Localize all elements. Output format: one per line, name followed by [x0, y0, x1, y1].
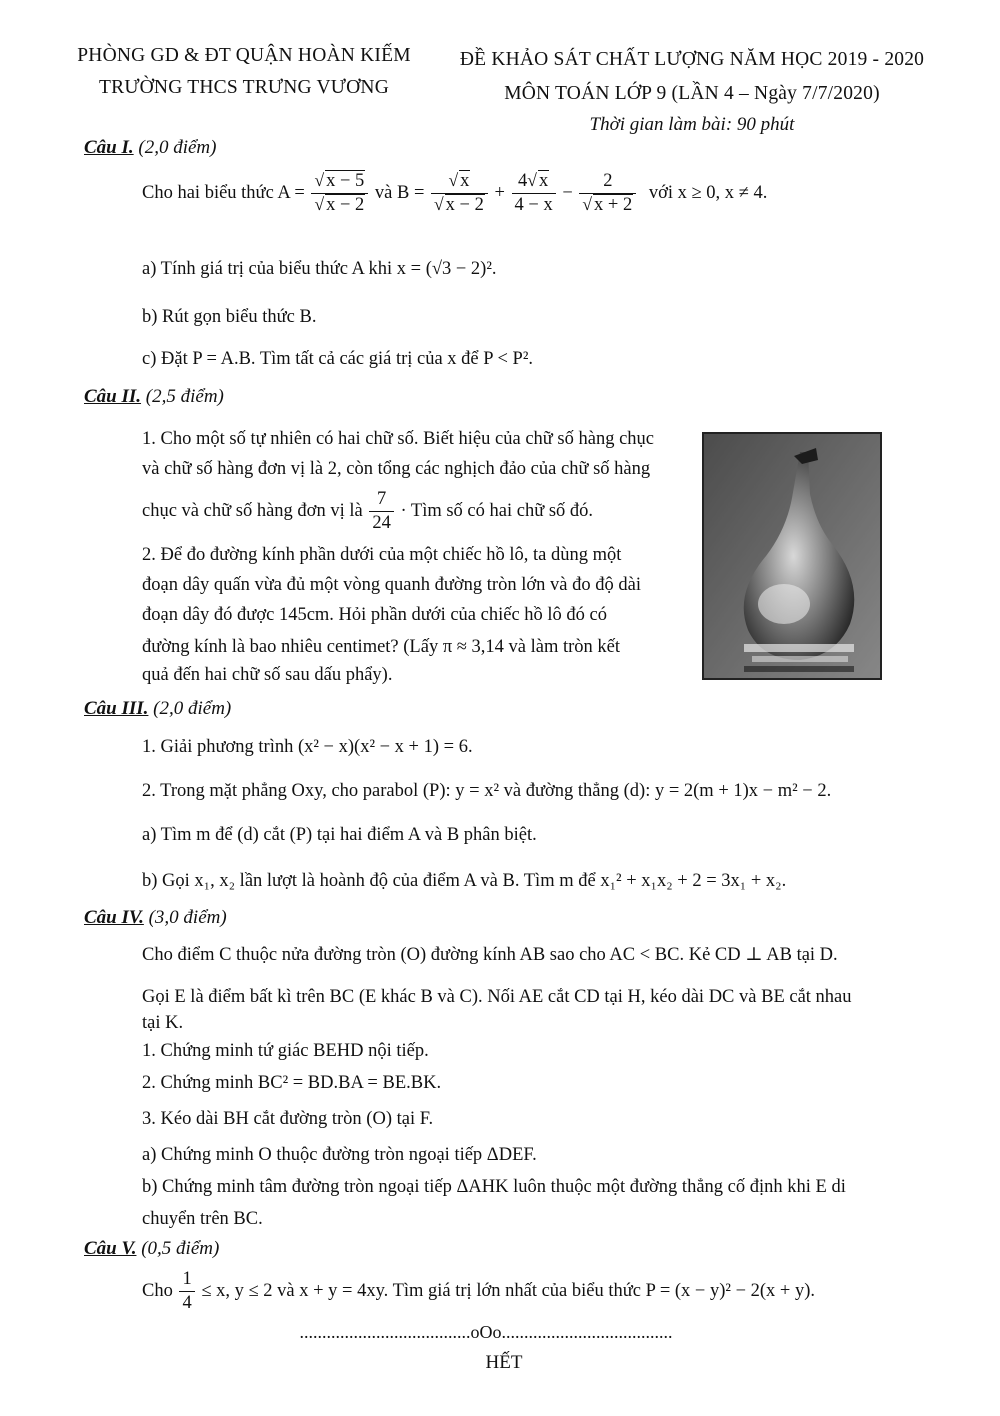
q2-text-before-fraction: chục và chữ số hàng đơn vị là: [142, 500, 363, 521]
expr-a-numerator: x − 5: [326, 171, 365, 191]
question-3-part-2b: b) Gọi x₁, x₂ lần lượt là hoành độ của điểm A và B. Tìm m để x₁² + x₁x₂ + 2 = 3x₁ + x₂.: [142, 871, 787, 891]
q2-text-after-fraction: · Tìm số có hai chữ số đó.: [400, 500, 594, 521]
question-4-line-1: Cho điểm C thuộc nửa đường tròn (O) đường kính AB sao cho AC < BC. Kẻ CD ⊥ AB tại D.: [142, 945, 838, 965]
question-2-part-2-line-3: đoạn dây đó được 145cm. Hỏi phần dưới của chiếc hồ lô đó có: [142, 605, 608, 625]
question-2-points: (2,5 điểm): [145, 386, 224, 407]
expr-a-fraction: $\frac{√ x - 5}{√ x - 2}$: [311, 170, 368, 217]
expr-b-label: B =: [396, 182, 425, 203]
question-2-title: Câu II.: [84, 386, 142, 407]
q1-intro: Cho hai biểu thức: [142, 182, 274, 203]
question-4-line-3: tại K.: [142, 1013, 184, 1033]
exam-title: ĐỀ KHẢO SÁT CHẤT LƯỢNG NĂM HỌC 2019 - 2020: [459, 49, 925, 70]
question-3-title: Câu III.: [84, 698, 149, 719]
question-4-item-3a: a) Chứng minh O thuộc đường tròn ngoại tiếp ΔDEF.: [142, 1145, 537, 1165]
question-3-part-2: 2. Trong mặt phẳng Oxy, cho parabol (P): y = x² và đường thẳng (d): y = 2(m + 1)x − m² − 2.: [142, 781, 832, 801]
gourd-photo: [702, 432, 882, 680]
question-2-part-2-line-4: đường kính là bao nhiêu centimet? (Lấy π ≈ 3,14 và làm tròn kết: [142, 637, 621, 657]
question-2-part-1-line-2: và chữ số hàng đơn vị là 2, còn tổng các nghịch đảo của chữ số hàng: [142, 459, 651, 479]
q5-fraction-denominator: 4: [182, 1293, 192, 1314]
end-mark: HẾT: [485, 1352, 523, 1373]
expr-b-term-2-radicand: x: [538, 171, 549, 191]
question-1-part-b: b) Rút gọn biểu thức B.: [142, 307, 317, 327]
question-1-points: (2,0 điểm): [138, 137, 217, 158]
question-4-item-3: 3. Kéo dài BH cắt đường tròn (O) tại F.: [142, 1109, 434, 1129]
question-3-part-1: 1. Giải phương trình (x² − x)(x² − x + 1) = 6.: [142, 737, 473, 757]
expr-b-term-2-coefficient: 4: [518, 171, 528, 191]
expr-b-term-3-numerator: 2: [579, 170, 636, 194]
q5-text-after-fraction: ≤ x, y ≤ 2 và x + y = 4xy. Tìm giá trị lớn nhất của biểu thức P = (x − y)² − 2(x + y).: [201, 1280, 816, 1301]
question-1-heading: [84, 137, 216, 160]
end-separator: ......................................oOo......................................: [299, 1322, 673, 1342]
question-2-part-2-line-2: đoạn dây quấn vừa đủ một vòng quanh đường tròn lớn và đo độ dài: [142, 575, 641, 595]
gourd-photo-image: [704, 434, 880, 678]
domain-condition: với x ≥ 0, x ≠ 4.: [648, 182, 768, 203]
question-4-line-2: Gọi E là điểm bất kì trên BC (E khác B và C). Nối AE cắt CD tại H, kéo dài DC và BE cắt nhau: [142, 987, 852, 1007]
question-2-part-2-line-5: quả đến hai chữ số sau dấu phẩy).: [142, 665, 393, 685]
school-name: TRƯỜNG THCS TRƯNG VƯƠNG: [99, 77, 389, 98]
plus-sign: +: [494, 182, 505, 203]
expr-a-denominator: x − 2: [326, 195, 365, 216]
expr-b-term-1: $\frac{√ x}{√ x - 2}$: [431, 170, 488, 217]
expr-a-label: A =: [277, 182, 305, 203]
q2-fraction-numerator: 7: [369, 488, 394, 512]
time-limit: Thời gian làm bài: 90 phút: [589, 114, 795, 135]
question-2-part-2-line-1: 2. Để đo đường kính phần dưới của một chiếc hồ lô, ta dùng một: [142, 545, 622, 565]
question-5-statement: [142, 1268, 815, 1315]
question-1-part-a: a) Tính giá trị của biểu thức A khi x = (√3 − 2)².: [142, 259, 497, 279]
question-3-points: (2,0 điểm): [153, 698, 232, 719]
question-2-part-1-line-1: 1. Cho một số tự nhiên có hai chữ số. Biết hiệu của chữ số hàng chục: [142, 429, 655, 449]
question-3-part-2a: a) Tìm m để (d) cắt (P) tại hai điểm A và B phân biệt.: [142, 825, 537, 845]
question-1-title: Câu I.: [84, 137, 134, 158]
expr-b-term-3-denominator: x + 2: [594, 195, 633, 216]
question-2-part-1-line-3: [142, 488, 593, 535]
q5-fraction: [179, 1268, 194, 1315]
expr-b-term-2: $\frac{4√ x}{4 - x}$: [512, 170, 556, 217]
question-1-expressions: [142, 170, 767, 217]
question-4-item-3b: b) Chứng minh tâm đường tròn ngoại tiếp ΔAHK luôn thuộc một đường thẳng cố định khi E di: [142, 1177, 846, 1197]
expr-b-term-3: $\frac{2}{√ x + 2}$: [579, 170, 636, 217]
question-5-heading: [84, 1238, 219, 1261]
expr-b-term-1-numerator: x: [460, 171, 470, 191]
expr-b-term-2-denominator: 4 − x: [514, 195, 553, 216]
question-4-item-3b-continued: chuyển trên BC.: [142, 1209, 263, 1229]
question-4-points: (3,0 điểm): [148, 907, 227, 928]
conjunction-and: và: [374, 182, 393, 203]
q2-fraction-denominator: 24: [372, 513, 391, 534]
question-4-item-2: 2. Chứng minh BC² = BD.BA = BE.BK.: [142, 1073, 442, 1093]
question-5-title: Câu V.: [84, 1238, 137, 1259]
minus-sign: −: [562, 182, 573, 203]
expr-b-term-1-denominator: x − 2: [445, 195, 484, 216]
question-4-title: Câu IV.: [84, 907, 144, 928]
question-2-heading: [84, 386, 224, 409]
question-5-points: (0,5 điểm): [141, 1238, 220, 1259]
department-name: PHÒNG GD & ĐT QUẬN HOÀN KIẾM: [77, 45, 411, 66]
question-3-heading: [84, 698, 231, 721]
question-4-heading: [84, 907, 227, 930]
subject-line: MÔN TOÁN LỚP 9 (LẦN 4 – Ngày 7/7/2020): [504, 83, 880, 104]
question-1-part-c: c) Đặt P = A.B. Tìm tất cả các giá trị của x để P < P².: [142, 349, 534, 369]
question-4-item-1: 1. Chứng minh tứ giác BEHD nội tiếp.: [142, 1041, 429, 1061]
q5-fraction-numerator: 1: [179, 1268, 194, 1292]
q5-text-before-fraction: Cho: [142, 1280, 173, 1301]
q2-fraction: [369, 488, 394, 535]
